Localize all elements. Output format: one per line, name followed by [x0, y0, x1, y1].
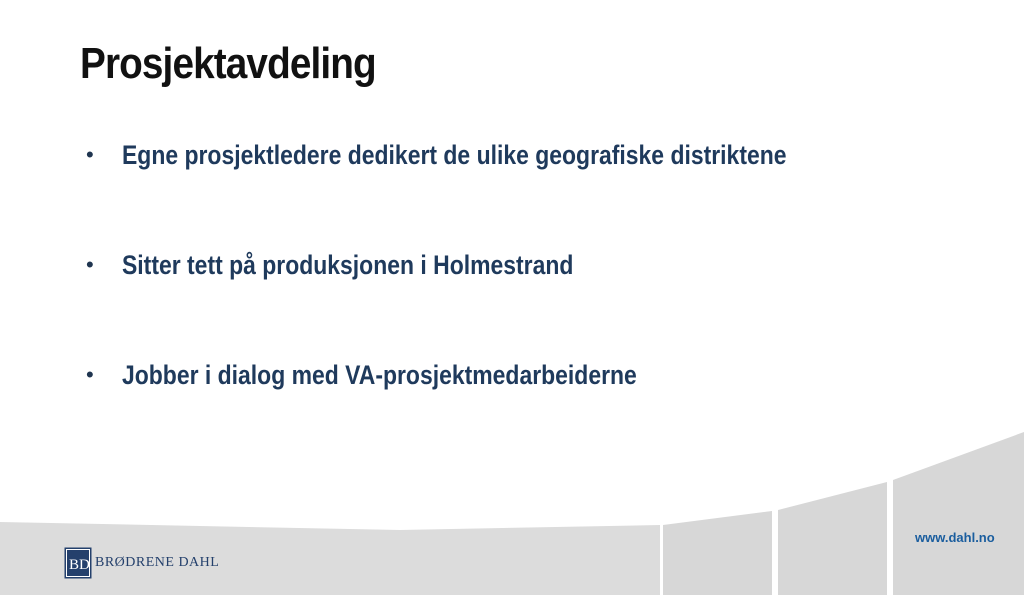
slide-title: Prosjektavdeling: [80, 39, 376, 88]
logo-text: BRØDRENE DAHL: [95, 555, 220, 570]
bullet-marker: •: [86, 362, 94, 387]
panel-3: [893, 432, 1024, 595]
website-link[interactable]: www.dahl.no: [915, 530, 995, 545]
bullet-text: Jobber i dialog med VA-prosjektmedarbeiderne: [122, 360, 637, 390]
bullet-marker: •: [86, 252, 94, 277]
bullet-text: Egne prosjektledere dedikert de ulike geografiske distriktene: [122, 140, 787, 170]
company-logo: [64, 546, 219, 580]
bd-logo-icon: [64, 547, 92, 579]
panel-2: [778, 482, 887, 595]
bullet-marker: •: [86, 142, 94, 167]
bullet-text: Sitter tett på produksjonen i Holmestrand: [122, 250, 574, 280]
logo-mark-text: BD: [69, 557, 90, 573]
panel-1: [663, 511, 772, 595]
